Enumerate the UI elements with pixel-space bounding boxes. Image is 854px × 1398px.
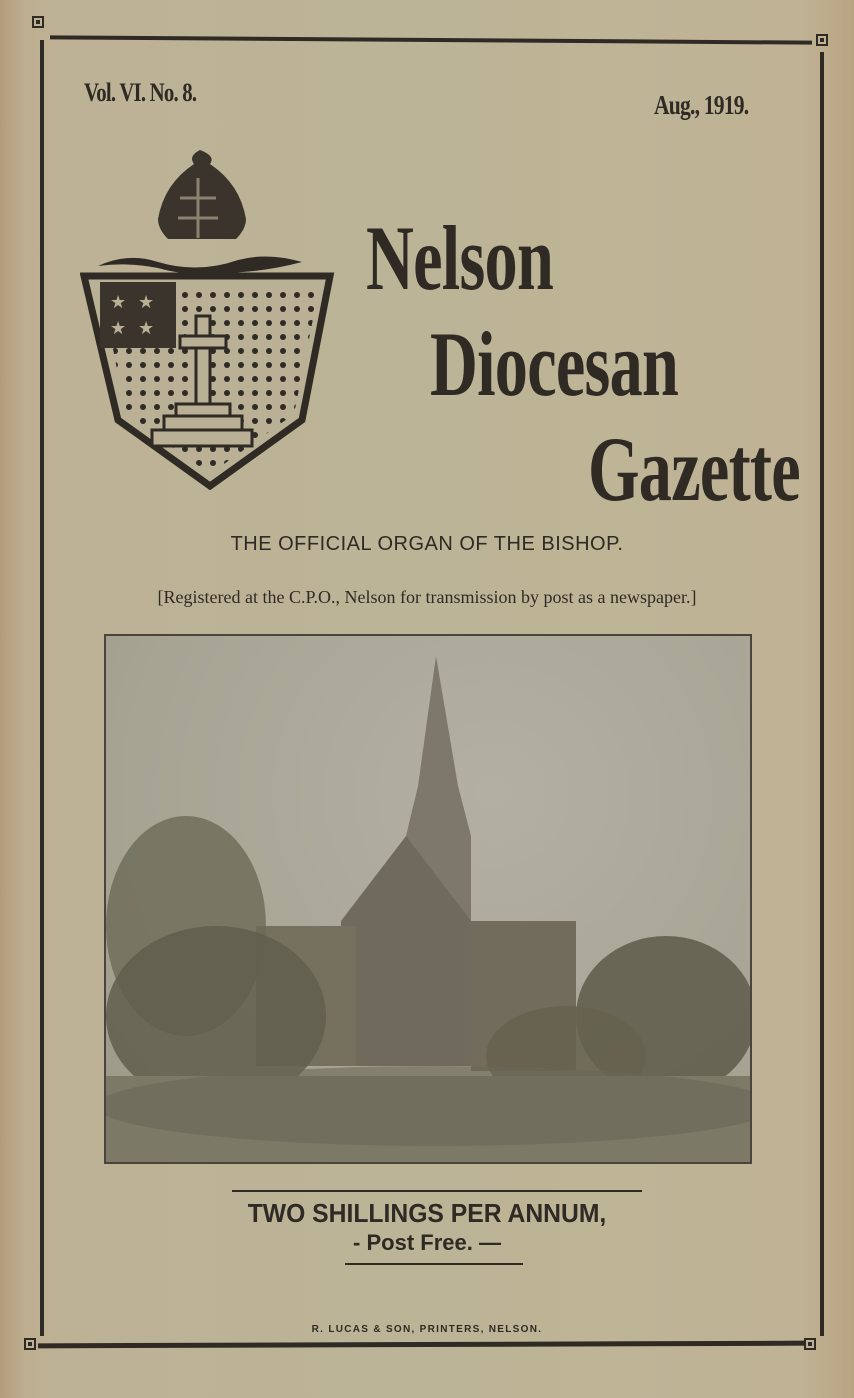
registration-notice: [Registered at the C.P.O., Nelson for transmission by post as a newspaper.] [157,587,697,607]
title-gazette: Gazette [588,418,800,520]
corner-ornament [24,1338,36,1350]
subtitle: THE OFFICIAL ORGAN OF THE BISHOP. [230,533,624,555]
svg-text:★: ★ [110,318,127,338]
corner-ornament [32,16,44,28]
volume-number: Vol. VI. No. 8. [84,78,197,107]
divider-line [232,1190,642,1192]
cathedral-photograph [104,634,752,1164]
mitre-icon [98,150,302,274]
svg-text:★: ★ [138,318,155,338]
printer-credit: R. LUCAS & SON, PRINTERS, NELSON. [311,1324,543,1335]
divider-line [345,1263,523,1265]
church-image [106,636,750,1162]
title-diocesan: Diocesan [430,313,679,415]
subscription-price: TWO SHILLINGS PER ANNUM, [247,1198,607,1228]
border-bottom [38,1341,808,1349]
diocesan-crest [80,148,335,490]
title-nelson: Nelson [366,207,554,309]
border-top [50,35,812,44]
post-free-note: - Post Free. — [353,1230,501,1255]
corner-ornament [816,34,828,46]
svg-text:★: ★ [138,292,155,312]
border-left [40,40,44,1336]
issue-date: Aug., 1919. [654,90,749,120]
svg-text:★: ★ [110,292,127,312]
border-right [820,52,824,1336]
corner-ornament [804,1338,816,1350]
